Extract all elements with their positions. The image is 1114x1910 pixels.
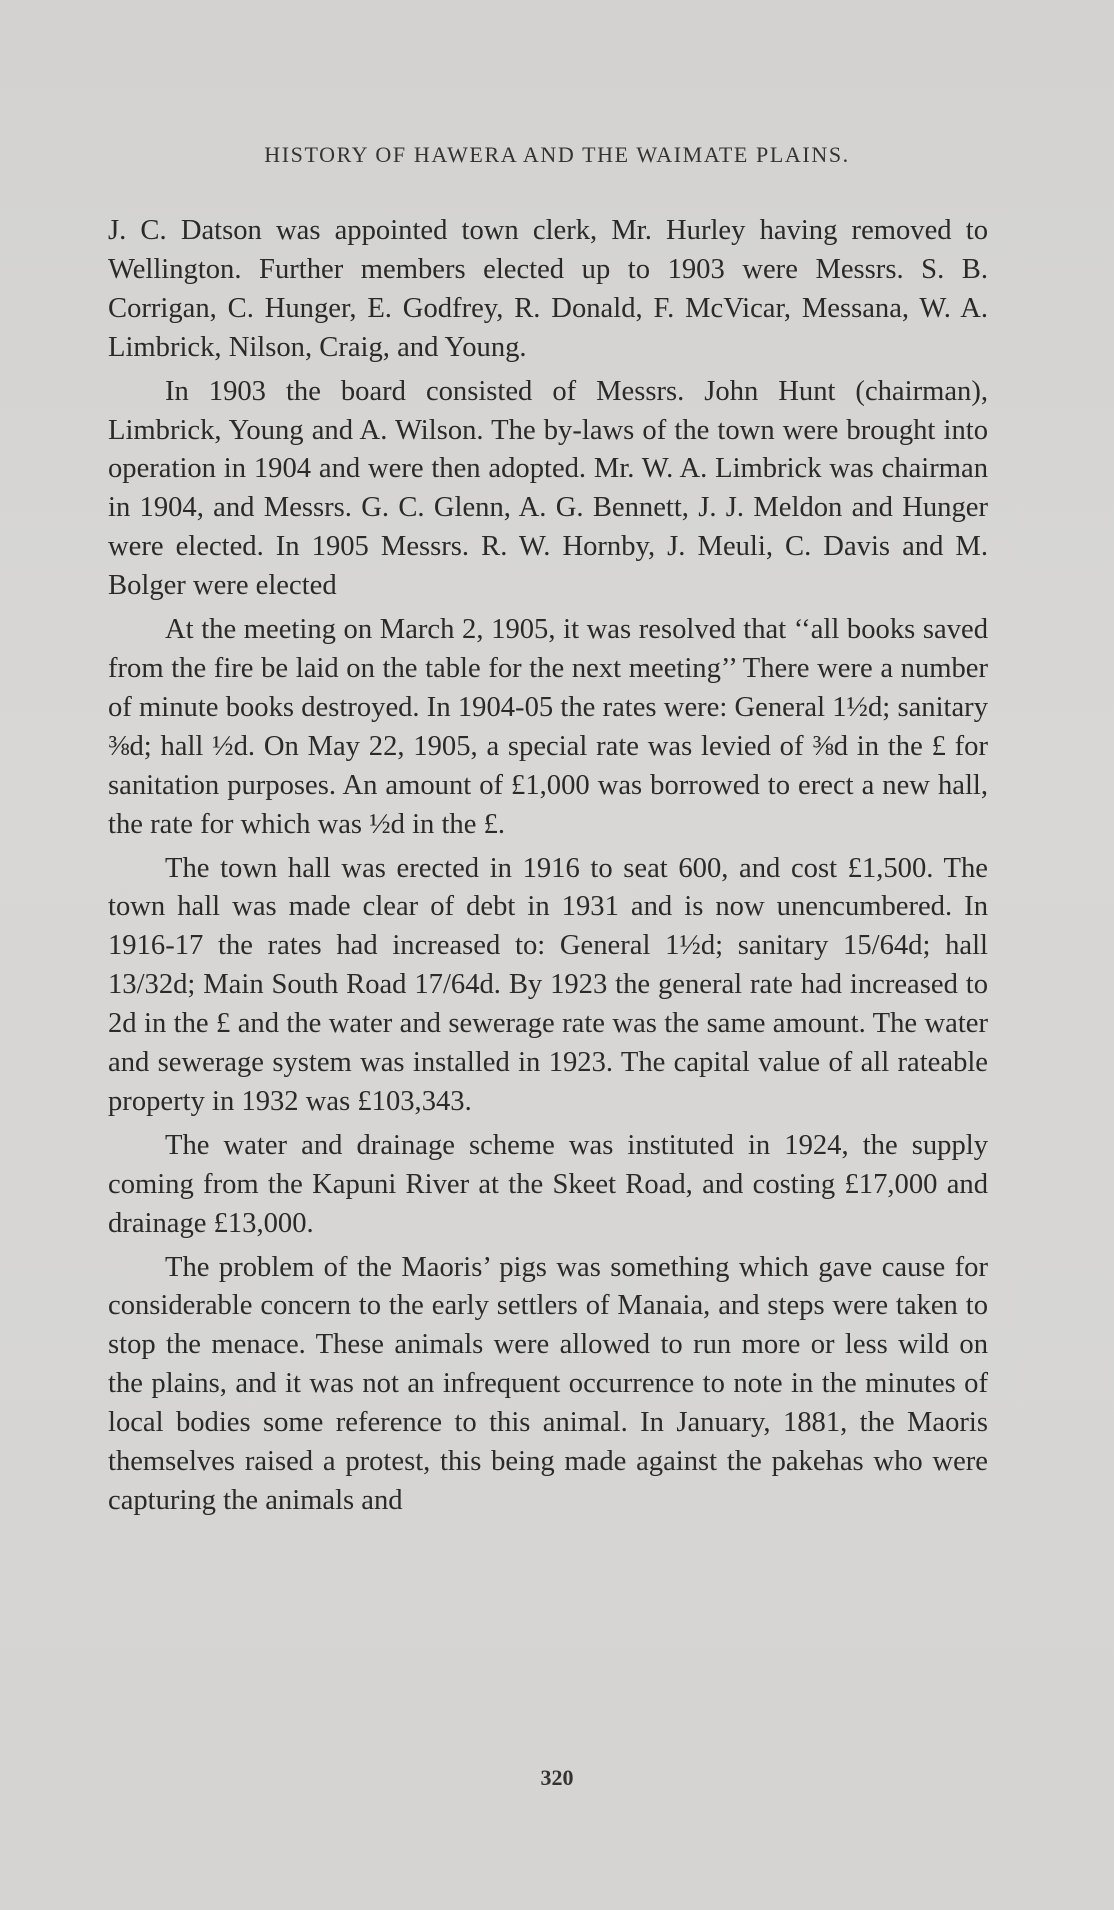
- paragraph-6: The problem of the Maoris’ pigs was something which gave cause for considerable concern to the early settlers of Manaia, and steps were taken to stop the menace. These animals were allowed to run more or less wild on the plains, and it was not an infrequent occurrence to note in the minutes of local bodies some reference to this animal. In January, 1881, the Maoris themselves raised a protest, this being made against the pakehas who were capturing the animals and: [108, 1251, 988, 1516]
- paragraph-5: The water and drainage scheme was instituted in 1924, the supply coming from the Kapuni River at the Skeet Road, and costing £17,000 and drainage £13,000.: [108, 1129, 988, 1239]
- paragraph-4: The town hall was erected in 1916 to seat 600, and cost £1,500. The town hall was made clear of debt in 1931 and is now unencumbered. In 1916-17 the rates had increased to: General 1½d; sanitary 15/64d; hall 13/32d; Main South Road 17/64d. By 1923 the general rate had increased to 2d in the £ and the water and sewerage rate was the same amount. The water and sewerage system was installed in 1923. The capital value of all rateable property in 1932 was £103,343.: [108, 852, 988, 1117]
- page-number: 320: [540, 1765, 574, 1790]
- body-text: [108, 212, 988, 1526]
- paragraph-2: In 1903 the board consisted of Messrs. John Hunt (chairman), Limbrick, Young and A. Wilson. The by-laws of the town were brought into operation in 1904 and were then adopted. Mr. W. A. Limbrick was chairman in 1904, and Messrs. G. C. Glenn, A. G. Bennett, J. J. Meldon and Hunger were elected. In 1905 Messrs. R. W. Hornby, J. Meuli, C. Davis and M. Bolger were elected: [108, 375, 988, 602]
- running-head: HISTORY OF HAWERA AND THE WAIMATE PLAINS.: [264, 142, 850, 167]
- paragraph-1: J. C. Datson was appointed town clerk, Mr. Hurley having removed to Wellington. Further members elected up to 1903 were Messrs. S. B. Corrigan, C. Hunger, E. Godfrey, R. Donald, F. McVicar, Messana, W. A. Limbrick, Nilson, Craig, and Young.: [108, 215, 988, 363]
- paragraph-3: At the meeting on March 2, 1905, it was resolved that ‘‘all books saved from the fire be laid on the table for the next meeting’’ There were a number of minute books destroyed. In 1904-05 the rates were: General 1½d; sanitary ⅜d; hall ½d. On May 22, 1905, a special rate was levied of ⅜d in the £ for sanitation purposes. An amount of £1,000 was borrowed to erect a new hall, the rate for which was ½d in the £.: [108, 614, 988, 840]
